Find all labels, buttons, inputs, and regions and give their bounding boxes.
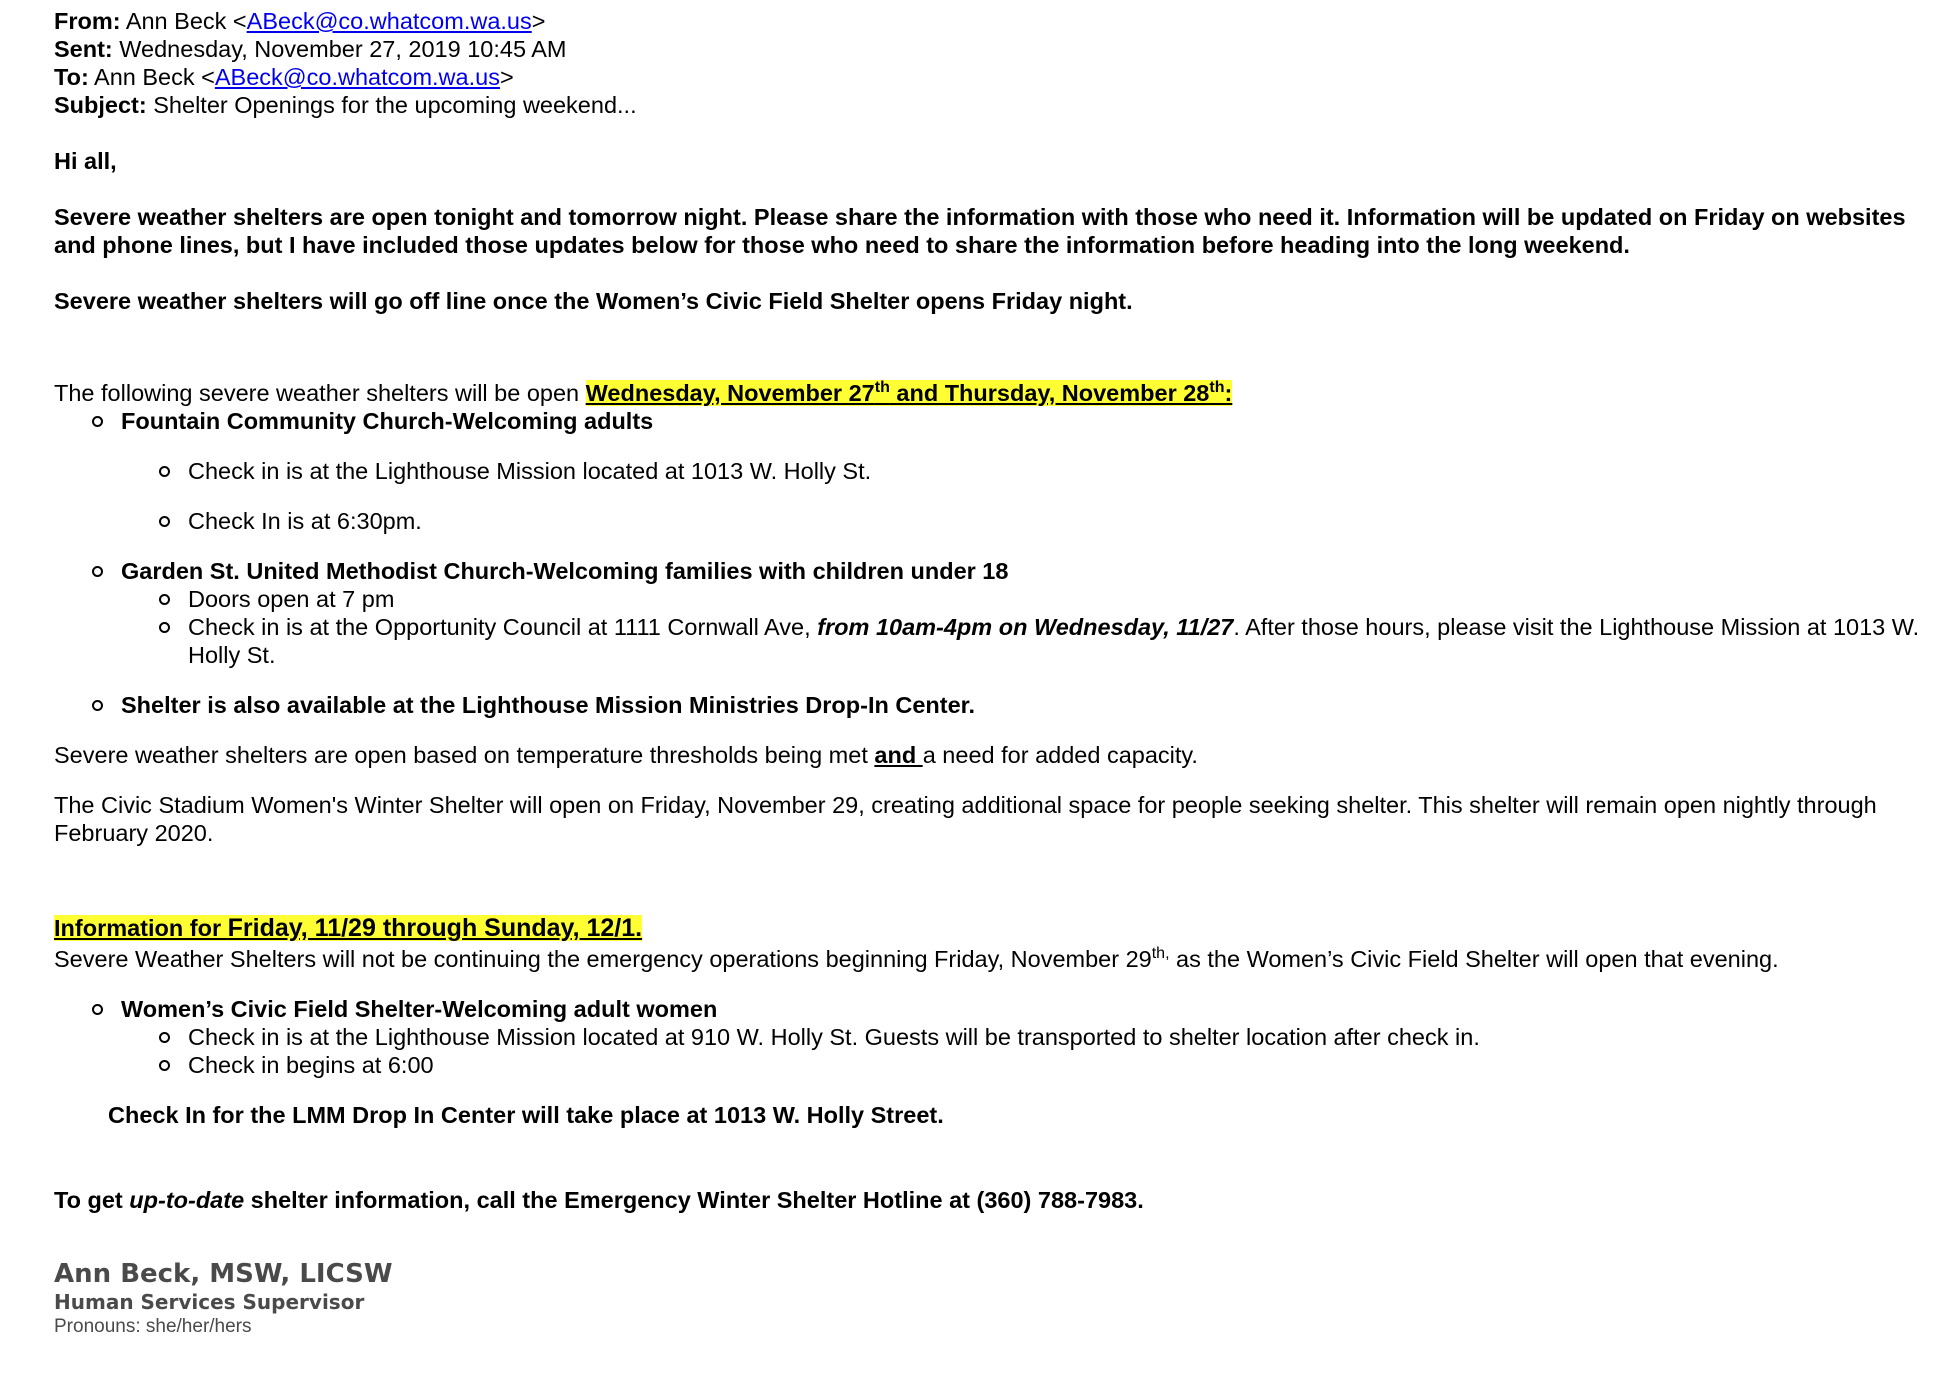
severe-weather-text-end: as the Women’s Civic Field Shelter will open that evening. — [1169, 946, 1779, 972]
header-from — [54, 7, 1924, 35]
shelter-detail-item: Doors open at 7 pm — [54, 585, 1924, 613]
shelter-list — [54, 557, 1924, 585]
severe-weather-suffix: th, — [1151, 945, 1170, 962]
from-email-link[interactable]: ABeck@co.whatcom.wa.us — [246, 8, 532, 34]
shelter-detail-item: Check in is at the Lighthouse Mission located at 910 W. Holly St. Guests will be transported to shelter location after check in. — [54, 1023, 1924, 1051]
shelter-details — [54, 1023, 1924, 1079]
to-email-link[interactable]: ABeck@co.whatcom.wa.us — [214, 64, 500, 90]
header-to — [54, 63, 1924, 91]
from-label: From: — [54, 8, 121, 34]
to-close: > — [499, 64, 514, 90]
hotline-text: To get — [54, 1187, 130, 1213]
shelter-item: Women’s Civic Field Shelter-Welcoming adult women — [54, 995, 1924, 1023]
shelter-list — [54, 407, 1924, 435]
hotline-paragraph — [54, 1186, 1924, 1214]
shelter-details — [54, 507, 1924, 535]
signature-pronouns: Pronouns: she/her/hers — [54, 1316, 252, 1337]
shelter-detail-item: Check in begins at 6:00 — [54, 1051, 1924, 1079]
shelter-details — [54, 457, 1924, 485]
signature-title: Human Services Supervisor — [54, 1290, 365, 1314]
shelter-item: Fountain Community Church-Welcoming adults — [54, 407, 1924, 435]
greeting: Hi all, — [54, 148, 117, 174]
to-label: To: — [54, 64, 89, 90]
shelter-details — [54, 585, 1924, 669]
signature-name: Ann Beck, MSW, LICSW — [54, 1259, 393, 1289]
threshold-paragraph — [54, 741, 1924, 769]
shelter-item: Garden St. United Methodist Church-Welcoming families with children under 18 — [54, 557, 1924, 585]
lmm-checkin-note: Check In for the LMM Drop In Center will take place at 1013 W. Holly Street. — [108, 1102, 944, 1128]
offline-notice: Severe weather shelters will go off line once the Women’s Civic Field Shelter opens Friday night. — [54, 288, 1133, 314]
signature — [54, 1258, 1924, 1339]
info-heading-lead: Information for — [54, 915, 228, 941]
header-sent — [54, 35, 1924, 63]
info-heading — [54, 914, 1924, 942]
threshold-text-end: a need for added capacity. — [922, 742, 1198, 768]
severe-weather-text: Severe Weather Shelters will not be continuing the emergency operations beginning Friday, November 29 — [54, 946, 1152, 972]
from-close: > — [531, 8, 546, 34]
to-name: Ann Beck < — [94, 64, 215, 90]
header-subject — [54, 91, 1924, 119]
shelter-detail-item — [54, 613, 1924, 669]
open-dates-highlight — [586, 380, 1233, 406]
open-date-2-suffix: th — [1209, 379, 1225, 396]
threshold-text: Severe weather shelters are open based on temperature thresholds being met — [54, 742, 875, 768]
severe-weather-ending — [54, 945, 1924, 973]
open-date-2: and Thursday, November 28 — [889, 380, 1210, 406]
open-date-1-suffix: th — [874, 379, 890, 396]
subject-value: Shelter Openings for the upcoming weekend... — [153, 92, 637, 118]
sent-label: Sent: — [54, 36, 113, 62]
info-heading-highlight — [54, 915, 642, 941]
shelter-list — [54, 995, 1924, 1023]
open-dates-colon: : — [1224, 380, 1233, 406]
subject-label: Subject: — [54, 92, 147, 118]
checkin-hours: from 10am-4pm on Wednesday, 11/27 — [817, 614, 1234, 640]
threshold-and: and — [874, 742, 923, 768]
from-name: Ann Beck < — [125, 8, 247, 34]
shelter-detail-item: Check In is at 6:30pm. — [54, 507, 1924, 535]
hotline-emphasis: up-to-date — [129, 1187, 245, 1213]
checkin-text: Check in is at the Opportunity Council at 1111 Cornwall Ave, — [188, 614, 818, 640]
shelter-list — [54, 691, 1924, 719]
shelter-item: Shelter is also available at the Lighthouse Mission Ministries Drop-In Center. — [54, 691, 1924, 719]
shelter-detail-item: Check in is at the Lighthouse Mission located at 1013 W. Holly St. — [54, 457, 1924, 485]
sent-value: Wednesday, November 27, 2019 10:45 AM — [119, 36, 567, 62]
intro-paragraph: Severe weather shelters are open tonight and tomorrow night. Please share the information with those who need it. Information will be updated on Friday on websites and phone lines, but I have included those updates below for those who need to share the information before heading into the long weekend. — [54, 204, 1906, 258]
open-intro-text: The following severe weather shelters will be open — [54, 380, 586, 406]
open-date-1: Wednesday, November 27 — [585, 380, 875, 406]
open-shelters-intro — [54, 379, 1924, 407]
civic-stadium-paragraph: The Civic Stadium Women's Winter Shelter will open on Friday, November 29, creating additional space for people seeking shelter. This shelter will remain open nightly through February 2020. — [54, 792, 1877, 846]
email-message — [54, 7, 1924, 1339]
hotline-text-end: shelter information, call the Emergency Winter Shelter Hotline at (360) 788-7983. — [244, 1187, 1144, 1213]
info-heading-dates: Friday, 11/29 through Sunday, 12/1. — [227, 914, 643, 942]
checkin-after-hours: . After those hours, please visit the Lighthouse Mission at 1013 W. Holly St. — [188, 614, 1920, 668]
